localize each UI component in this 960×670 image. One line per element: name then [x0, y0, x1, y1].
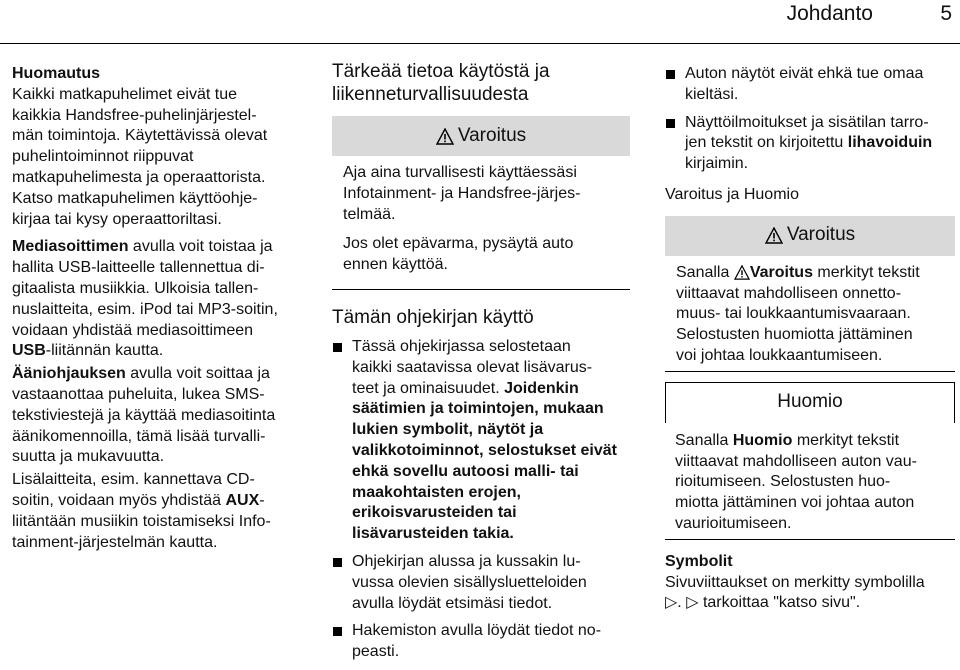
warning-triangle-icon: [436, 128, 454, 145]
text-line: rioitumiseen. Selostusten huo-: [675, 473, 891, 491]
warning-label: Varoitus: [457, 124, 527, 146]
notice-title: Huomautus: [12, 65, 100, 82]
aux-term: AUX: [225, 491, 260, 509]
bullet-square-icon: [333, 627, 342, 636]
heading-line: liikenneturvallisuudesta: [332, 84, 529, 105]
text-line: voidaan yhdistää mediasoittimeen: [12, 321, 254, 339]
text-line: viittaavat mahdolliseen onnetto-: [676, 284, 902, 302]
display-bullet-list: [665, 64, 955, 175]
bold-text: lihavoiduin: [847, 134, 933, 152]
subheading-warning-notice: Varoitus ja Huomio: [665, 185, 799, 203]
column-left: [12, 50, 308, 560]
text-line: kirjaa tai kysy operaattoriltasi.: [12, 210, 222, 228]
notice-text: [12, 85, 308, 231]
text-line: Auton näytöt eivät ehkä tue omaa: [685, 65, 924, 82]
text-line: Ohjekirjan alussa ja kussakin lu-: [352, 552, 581, 570]
list-item: [665, 64, 955, 106]
bold-text: Huomio: [732, 431, 793, 449]
warning-triangle-icon: [734, 265, 750, 280]
voice-term: Ääniohjauksen: [12, 365, 126, 383]
text-line: Infotainment- ja Handsfree-järjes-: [343, 184, 581, 202]
text-line: liitäntään musiikin toistamiseksi Info-: [12, 512, 271, 530]
bold-text: ehkä sovellu autoosi malli- tai: [352, 462, 579, 480]
page-reference-icon: ▷: [686, 594, 699, 612]
text-line: vaurioitumiseen.: [675, 514, 792, 532]
symbols-heading: Symbolit: [665, 552, 733, 570]
bold-text: lukien symbolit, näytöt ja: [352, 421, 544, 439]
notice-body: [665, 423, 955, 539]
notice-box: [665, 382, 955, 540]
text-line: avulla voit toistaa ja: [128, 238, 273, 256]
text-line: -liitännän kautta.: [45, 342, 164, 360]
warning-header: [665, 216, 955, 256]
list-item: [332, 621, 630, 663]
text-line: matkapuhelimesta ja operaattorista.: [12, 168, 266, 186]
text-line: suutta ja mukavuutta.: [12, 448, 165, 466]
page-number: 5: [940, 2, 952, 25]
notice-header: Huomio: [665, 382, 955, 423]
usb-term: USB: [12, 342, 46, 360]
list-item: [332, 552, 630, 614]
text-line: merkityt tekstit: [812, 263, 920, 281]
bold-text: säätimien ja toimintojen, mukaan: [352, 400, 604, 418]
text-line: tainment-järjestelmän kautta.: [12, 533, 218, 551]
text-line: Jos olet epävarma, pysäytä auto: [343, 235, 574, 253]
bullet-square-icon: [333, 343, 342, 352]
text-line: vastaanottaa puheluita, lukea SMS-: [12, 385, 265, 403]
text-line: puhelintoiminnot riippuvat: [12, 148, 194, 166]
column-right: [665, 50, 955, 614]
list-item: [332, 337, 630, 545]
text-line: jen tekstit on kirjoitettu: [685, 134, 848, 152]
text-line: Aja aina turvallisesti käyttäessäsi: [343, 164, 577, 181]
text-line: gitaalista musiikkia. Ulkoisia tallen-: [12, 279, 259, 297]
warning-box: [665, 216, 955, 372]
text-line: ennen käyttöä.: [343, 256, 448, 274]
chapter-title: Johdanto: [786, 2, 873, 25]
text-line: Sanalla: [675, 431, 733, 449]
bullet-square-icon: [333, 558, 342, 567]
page-reference-icon: ▷.: [665, 594, 682, 612]
text-line: Sanalla: [676, 263, 734, 281]
bullet-square-icon: [666, 119, 675, 128]
text-line: voi johtaa loukkaantumiseen.: [676, 346, 883, 364]
text-line: vussa olevien sisällysluetteloiden: [352, 573, 587, 591]
symbols-text: [665, 573, 955, 615]
media-term: Mediasoittimen: [12, 238, 129, 256]
header-divider: [0, 43, 960, 44]
section-heading-safety: [332, 60, 630, 106]
bold-text: erikoisvarusteiden tai: [352, 504, 517, 522]
bold-text: lisävarusteiden takia.: [352, 525, 514, 543]
section-heading-manual: Tämän ohjekirjan käyttö: [332, 306, 534, 328]
text-line: kaikkia Handsfree-puhelinjärjestel-: [12, 106, 257, 124]
text-line: teet ja ominaisuudet.: [352, 379, 505, 397]
text-line: -: [259, 491, 265, 509]
bold-text: Varoitus: [749, 263, 813, 281]
list-item: [665, 113, 955, 175]
column-middle: [332, 50, 630, 670]
accessory-paragraph: [12, 470, 308, 553]
manual-bullet-list: [332, 337, 630, 663]
text-line: Hakemiston avulla löydät tiedot no-: [352, 622, 602, 640]
text-line: avulla löydät etsimäsi tiedot.: [352, 594, 553, 612]
text-line: män toimintoja. Käytettävissä olevat: [12, 127, 268, 145]
warning-body: [665, 256, 955, 371]
bold-text: Joidenkin: [504, 379, 579, 397]
bullet-square-icon: [666, 70, 675, 79]
heading-line: Tärkeää tietoa käytöstä ja: [332, 61, 550, 82]
text-line: miotta jättäminen voi johtaa auton: [675, 494, 915, 512]
text-line: telmää.: [343, 205, 396, 223]
text-line: peasti.: [352, 643, 400, 661]
bold-text: maakohtaisten erojen,: [352, 483, 521, 501]
media-paragraph: [12, 237, 308, 362]
text-line: kirjaimin.: [685, 155, 749, 173]
text-line: tarkoittaa "katso sivu".: [698, 594, 861, 612]
text-line: Sivuviittaukset on merkitty symbolilla: [665, 573, 925, 591]
bold-text: valikkotoiminnot, selostukset eivät: [352, 441, 617, 459]
text-line: Kaikki matkapuhelimet eivät tue: [12, 85, 237, 103]
text-line: Lisälaitteita, esim. kannettava CD-: [12, 471, 255, 489]
text-line: viittaavat mahdolliseen auton vau-: [675, 452, 917, 470]
warning-box: [332, 116, 630, 290]
text-line: Katso matkapuhelimen käyttöohje-: [12, 189, 258, 207]
text-line: Näyttöilmoitukset ja sisätilan tarro-: [685, 113, 929, 131]
text-line: äänikomennoilla, tämä lisää turvalli-: [12, 427, 266, 445]
text-line: kaikki saatavissa olevat lisävarus-: [352, 358, 593, 376]
text-line: Selostusten huomiotta jättäminen: [676, 326, 913, 344]
voice-paragraph: [12, 364, 308, 468]
warning-header: [332, 116, 630, 156]
text-line: hallita USB-laitteelle tallennettua di-: [12, 259, 265, 277]
warning-triangle-icon: [765, 227, 783, 244]
text-line: tekstiviestejä ja käyttää mediasoitinta: [12, 406, 276, 424]
warning-body: [332, 156, 630, 289]
text-line: kieltäsi.: [685, 85, 739, 103]
text-line: muus- tai loukkaantumisvaaraan.: [676, 305, 911, 323]
text-line: avulla voit soittaa ja: [125, 365, 270, 383]
text-line: merkityt tekstit: [792, 431, 900, 449]
warning-label: Varoitus: [786, 224, 856, 246]
text-line: Tässä ohjekirjassa selostetaan: [352, 337, 571, 355]
text-line: nuslaitteita, esim. iPod tai MP3-soitin,: [12, 300, 278, 318]
text-line: soitin, voidaan myös yhdistää: [12, 491, 226, 509]
